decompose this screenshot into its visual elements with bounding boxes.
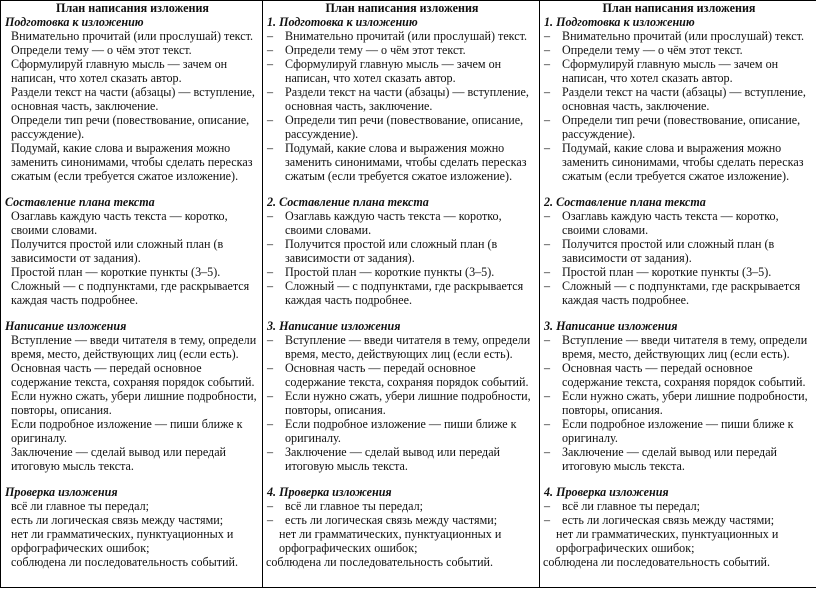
section-item-list <box>544 209 814 307</box>
list-item: – Определи тип речи (повествование, описание, рассуждение). <box>544 113 814 141</box>
plan-section <box>267 195 537 307</box>
plan-section <box>5 15 260 183</box>
section-heading: Написание изложения <box>5 319 127 333</box>
plan-section <box>544 319 814 473</box>
list-item: – Сформулируй главную мысль — зачем он написан, что хотел сказать автор. <box>267 57 537 85</box>
plan-section <box>5 319 260 473</box>
section-item-list <box>5 333 260 473</box>
list-item: Подумай, какие слова и выражения можно заменить синонимами, чтобы сделать пересказ сжатым (если требуется сжатое изложение). <box>11 141 253 183</box>
list-item: – есть ли логическая связь между частями; <box>544 513 814 527</box>
list-item: – Озаглавь каждую часть текста — коротко, своими словами. <box>267 209 537 237</box>
list-item: Заключение — сделай вывод или передай итоговую мысль текста. <box>11 445 227 473</box>
section-item-list <box>267 29 537 183</box>
list-item: – всё ли главное ты передал; <box>544 499 814 513</box>
list-item: – есть ли логическая связь между частями; <box>267 513 537 527</box>
column-title: План написания изложения <box>602 1 756 15</box>
plan-column-3 <box>540 1 816 588</box>
list-item: Раздели текст на части (абзацы) — вступление, основная часть, заключение. <box>11 85 255 113</box>
section-item-list <box>5 29 260 183</box>
plan-section <box>544 195 814 307</box>
section-heading: 3. Написание изложения <box>544 319 678 333</box>
section-item-list <box>544 499 814 569</box>
list-item: – Основная часть — передай основное содержание текста, сохраняя порядок событий. <box>544 361 814 389</box>
list-item: соблюдена ли последовательность событий. <box>543 555 771 569</box>
section-heading: 3. Написание изложения <box>267 319 401 333</box>
list-item: – Внимательно прочитай (или прослушай) текст. <box>544 29 814 43</box>
section-item-list <box>5 499 260 569</box>
list-item: – Получится простой или сложный план (в зависимости от задания). <box>267 237 537 265</box>
section-heading: 1. Подготовка к изложению <box>544 15 695 29</box>
list-item: Сложный — с подпунктами, где раскрывается каждая часть подробнее. <box>11 279 250 307</box>
list-item: – Заключение — сделай вывод или передай итоговую мысль текста. <box>267 445 537 473</box>
section-heading: Подготовка к изложению <box>5 15 144 29</box>
section-item-list <box>267 333 537 473</box>
list-item: Определи тип речи (повествование, описание, рассуждение). <box>11 113 250 141</box>
list-item: соблюдена ли последовательность событий. <box>266 555 494 569</box>
list-item: Озаглавь каждую часть текста — коротко, своими словами. <box>11 209 228 237</box>
list-item: – Вступление — введи читателя в тему, определи время, место, действующих лиц (если есть). <box>267 333 537 361</box>
section-heading: Составление плана текста <box>5 195 155 209</box>
list-item: – Сформулируй главную мысль — зачем он написан, что хотел сказать автор. <box>544 57 814 85</box>
list-item: Если подробное изложение — пиши ближе к оригиналу. <box>11 417 243 445</box>
list-item: – Если нужно сжать, убери лишние подробности, повторы, описания. <box>544 389 814 417</box>
section-heading: 1. Подготовка к изложению <box>267 15 418 29</box>
section-item-list <box>5 209 260 307</box>
list-item: – Определи тему — о чём этот текст. <box>544 43 814 57</box>
list-item: – Простой план — короткие пункты (3–5). <box>544 265 814 279</box>
section-heading: 2. Составление плана текста <box>544 195 706 209</box>
list-item: – Получится простой или сложный план (в зависимости от задания). <box>544 237 814 265</box>
list-item: – Озаглавь каждую часть текста — коротко, своими словами. <box>544 209 814 237</box>
plan-section <box>267 485 537 569</box>
list-item: Внимательно прочитай (или прослушай) текст. <box>11 29 254 43</box>
list-item: Определи тему — о чём этот текст. <box>11 43 192 57</box>
plan-row <box>1 1 816 588</box>
list-item: – Если нужно сжать, убери лишние подробности, повторы, описания. <box>267 389 537 417</box>
plan-section <box>5 195 260 307</box>
plan-section <box>267 15 537 183</box>
list-item: – Раздели текст на части (абзацы) — вступление, основная часть, заключение. <box>267 85 537 113</box>
list-item: Получится простой или сложный план (в зависимости от задания). <box>11 237 224 265</box>
list-item: Вступление — введи читателя в тему, определи время, место, действующих лиц (если есть). <box>11 333 257 361</box>
list-item: – всё ли главное ты передал; <box>267 499 537 513</box>
section-heading: 4. Проверка изложения <box>544 485 669 499</box>
list-item: – Сложный — с подпунктами, где раскрывается каждая часть подробнее. <box>544 279 814 307</box>
list-item: – Внимательно прочитай (или прослушай) текст. <box>267 29 537 43</box>
plan-section <box>5 485 260 569</box>
list-item: – Заключение — сделай вывод или передай итоговую мысль текста. <box>544 445 814 473</box>
section-heading: 4. Проверка изложения <box>267 485 392 499</box>
list-item: Если нужно сжать, убери лишние подробности, повторы, описания. <box>11 389 257 417</box>
list-item: всё ли главное ты передал; <box>11 499 149 513</box>
list-item: – Основная часть — передай основное содержание текста, сохраняя порядок событий. <box>267 361 537 389</box>
plan-column-1 <box>1 1 263 588</box>
list-item: – Сложный — с подпунктами, где раскрывается каждая часть подробнее. <box>267 279 537 307</box>
section-item-list <box>544 29 814 183</box>
section-item-list <box>267 209 537 307</box>
plan-column-2 <box>263 1 540 588</box>
list-item: – Определи тему — о чём этот текст. <box>267 43 537 57</box>
plan-section <box>544 485 814 569</box>
list-item: Основная часть — передай основное содержание текста, сохраняя порядок событий. <box>11 361 255 389</box>
list-item: Сформулируй главную мысль — зачем он написан, что хотел сказать автор. <box>11 57 228 85</box>
list-item: есть ли логическая связь между частями; <box>11 513 224 527</box>
list-item: – Если подробное изложение — пиши ближе к оригиналу. <box>267 417 537 445</box>
section-item-list <box>267 499 537 569</box>
section-item-list <box>544 333 814 473</box>
list-item: нет ли грамматических, пунктуационных и орфографических ошибок; <box>556 527 779 555</box>
list-item: – Вступление — введи читателя в тему, определи время, место, действующих лиц (если есть). <box>544 333 814 361</box>
section-heading: 2. Составление плана текста <box>267 195 429 209</box>
column-title: План написания изложения <box>325 1 479 15</box>
section-heading: Проверка изложения <box>5 485 118 499</box>
plan-section <box>267 319 537 473</box>
list-item: – Подумай, какие слова и выражения можно заменить синонимами, чтобы сделать пересказ сжатым (если требуется сжатое изложение). <box>544 141 814 183</box>
column-title: План написания изложения <box>56 1 209 15</box>
list-item: нет ли грамматических, пунктуационных и орфографических ошибок; <box>279 527 502 555</box>
plan-section <box>544 15 814 183</box>
list-item: Простой план — короткие пункты (3–5). <box>11 265 221 279</box>
list-item: – Раздели текст на части (абзацы) — вступление, основная часть, заключение. <box>544 85 814 113</box>
list-item: – Простой план — короткие пункты (3–5). <box>267 265 537 279</box>
list-item: – Если подробное изложение — пиши ближе к оригиналу. <box>544 417 814 445</box>
list-item: нет ли грамматических, пунктуационных и орфографических ошибок; <box>11 527 234 555</box>
list-item: – Определи тип речи (повествование, описание, рассуждение). <box>267 113 537 141</box>
list-item: – Подумай, какие слова и выражения можно заменить синонимами, чтобы сделать пересказ сжатым (если требуется сжатое изложение). <box>267 141 537 183</box>
list-item: соблюдена ли последовательность событий. <box>11 555 239 569</box>
